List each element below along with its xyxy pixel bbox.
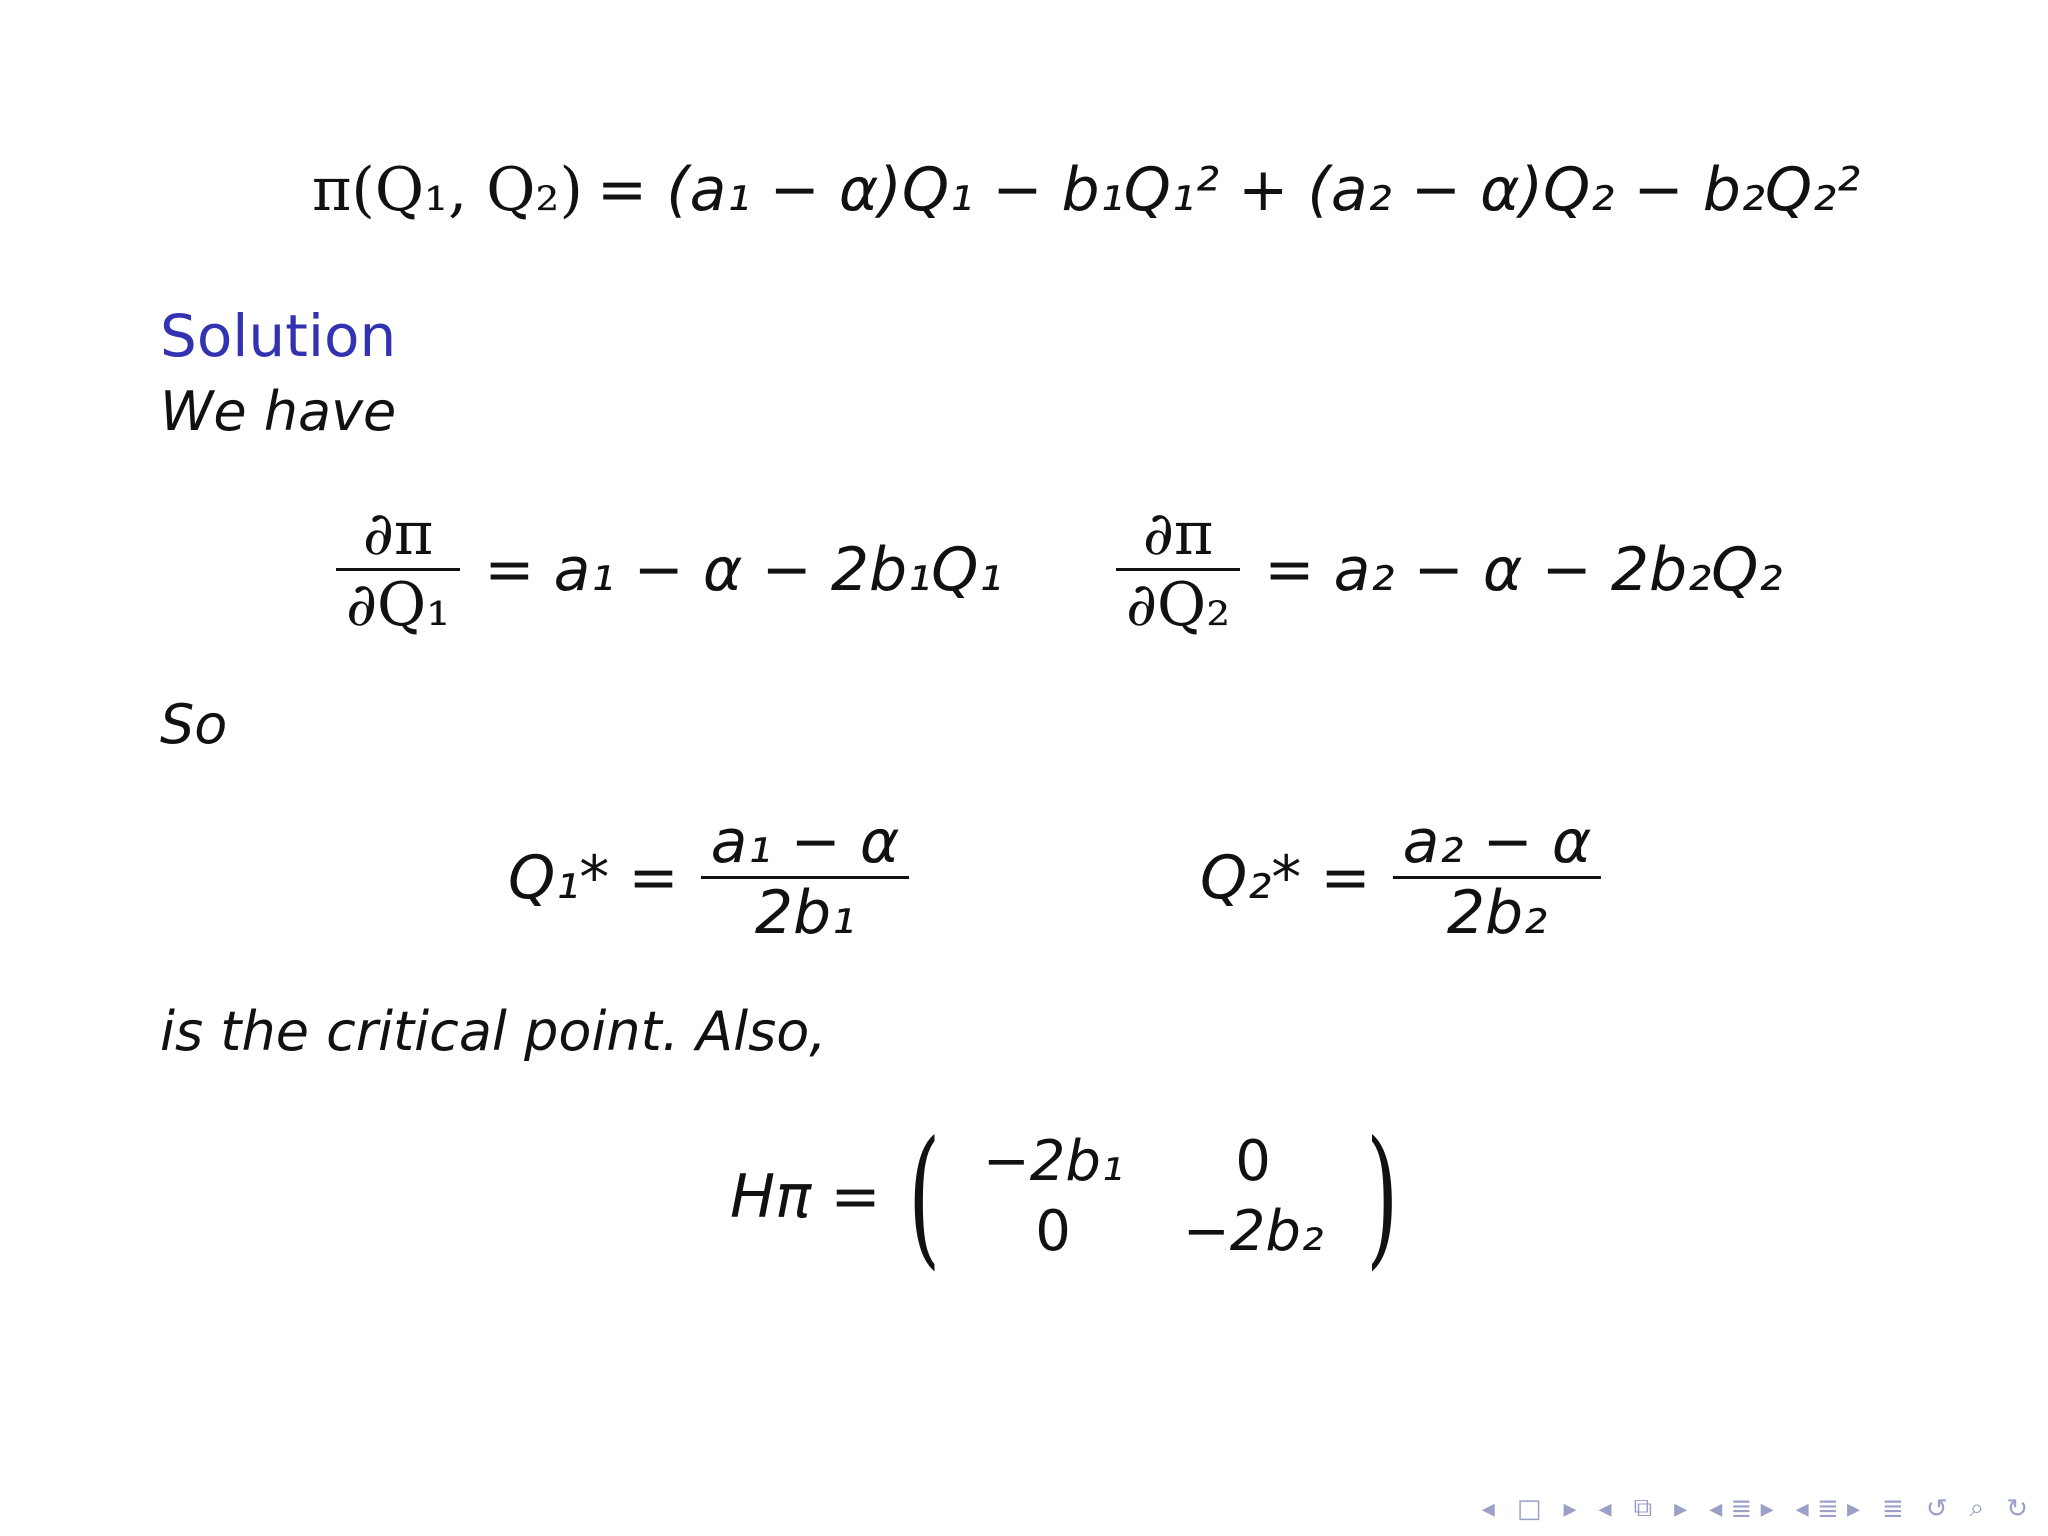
left-paren: ( [907, 1110, 940, 1284]
nav-search-icon[interactable]: ⌕ [1969, 1493, 1985, 1523]
hessian-matrix [895, 1110, 1412, 1284]
critical-q2-fraction [1393, 808, 1602, 947]
nav-section-icon[interactable]: ◂ ≣ ▸ [1709, 1493, 1774, 1524]
matrix-cell: −2b₂ [1182, 1199, 1324, 1264]
nav-redo-icon[interactable]: ↻ [2006, 1493, 2028, 1524]
critical-q1-fraction [701, 808, 910, 947]
navigation-bar [1482, 1493, 2028, 1524]
nav-frame-icon[interactable]: □ [1516, 1493, 1542, 1524]
derivative-q2-numerator: ∂π [1142, 499, 1214, 569]
nav-undo-icon[interactable]: ↺ [1925, 1493, 1948, 1524]
hessian-matrix-grid [953, 1129, 1353, 1264]
nav-section-icon[interactable]: ◂ ≣ ▸ [1795, 1493, 1861, 1524]
nav-prev-slide-icon[interactable]: ◂ [1481, 1493, 1495, 1524]
nav-next-slide-icon[interactable]: ▸ [1563, 1493, 1577, 1524]
so-text: So [160, 693, 228, 756]
matrix-cell: 0 [1235, 1129, 1271, 1194]
critical-point-text: is the critical point. Also, [160, 1000, 827, 1063]
profit-equation-lhs: π(Q₁, Q₂) [312, 155, 583, 225]
critical-q2-numerator: a₂ − α [1402, 807, 1592, 877]
derivative-q1-equation [330, 500, 1002, 639]
critical-q1-equation [508, 808, 915, 947]
matrix-cell: −2b₁ [982, 1129, 1124, 1194]
derivative-q2-fraction [1116, 500, 1240, 639]
critical-q2-denominator: 2b₂ [1446, 878, 1548, 948]
profit-equation-rhs: = (a₁ − α)Q₁ − b₁Q₁² + (a₂ − α)Q₂ − b₂Q₂² [596, 155, 1861, 225]
derivative-q1-fraction [336, 500, 460, 639]
profit-equation [312, 155, 1861, 225]
hessian-equation [730, 1110, 1412, 1284]
nav-prev-section-icon[interactable]: ◂ [1598, 1493, 1612, 1524]
nav-next-section-icon[interactable]: ▸ [1674, 1493, 1688, 1524]
hessian-lhs: Hπ = [730, 1162, 881, 1232]
right-paren: ) [1366, 1110, 1399, 1284]
we-have-text: We have [160, 380, 397, 443]
derivative-q1-numerator: ∂π [362, 499, 434, 569]
critical-q1-numerator: a₁ − α [710, 807, 900, 877]
matrix-cell: 0 [1035, 1199, 1071, 1264]
derivative-q1-denominator: ∂Q₁ [346, 570, 451, 640]
derivative-q2-denominator: ∂Q₂ [1126, 570, 1231, 640]
critical-q1-lhs: Q₁* = [508, 842, 679, 913]
derivative-q1-rhs: = a₁ − α − 2b₁Q₁ [484, 534, 1003, 605]
nav-align-icon[interactable]: ≣ [1882, 1493, 1904, 1524]
critical-q1-denominator: 2b₁ [754, 878, 856, 948]
derivative-q2-equation [1110, 500, 1782, 639]
critical-q2-lhs: Q₂* = [1200, 842, 1371, 913]
critical-q2-equation [1200, 808, 1607, 947]
solution-heading: Solution [160, 302, 397, 370]
derivative-q2-rhs: = a₂ − α − 2b₂Q₂ [1264, 534, 1783, 605]
nav-subsection-icon[interactable]: ⧉ [1633, 1493, 1653, 1523]
